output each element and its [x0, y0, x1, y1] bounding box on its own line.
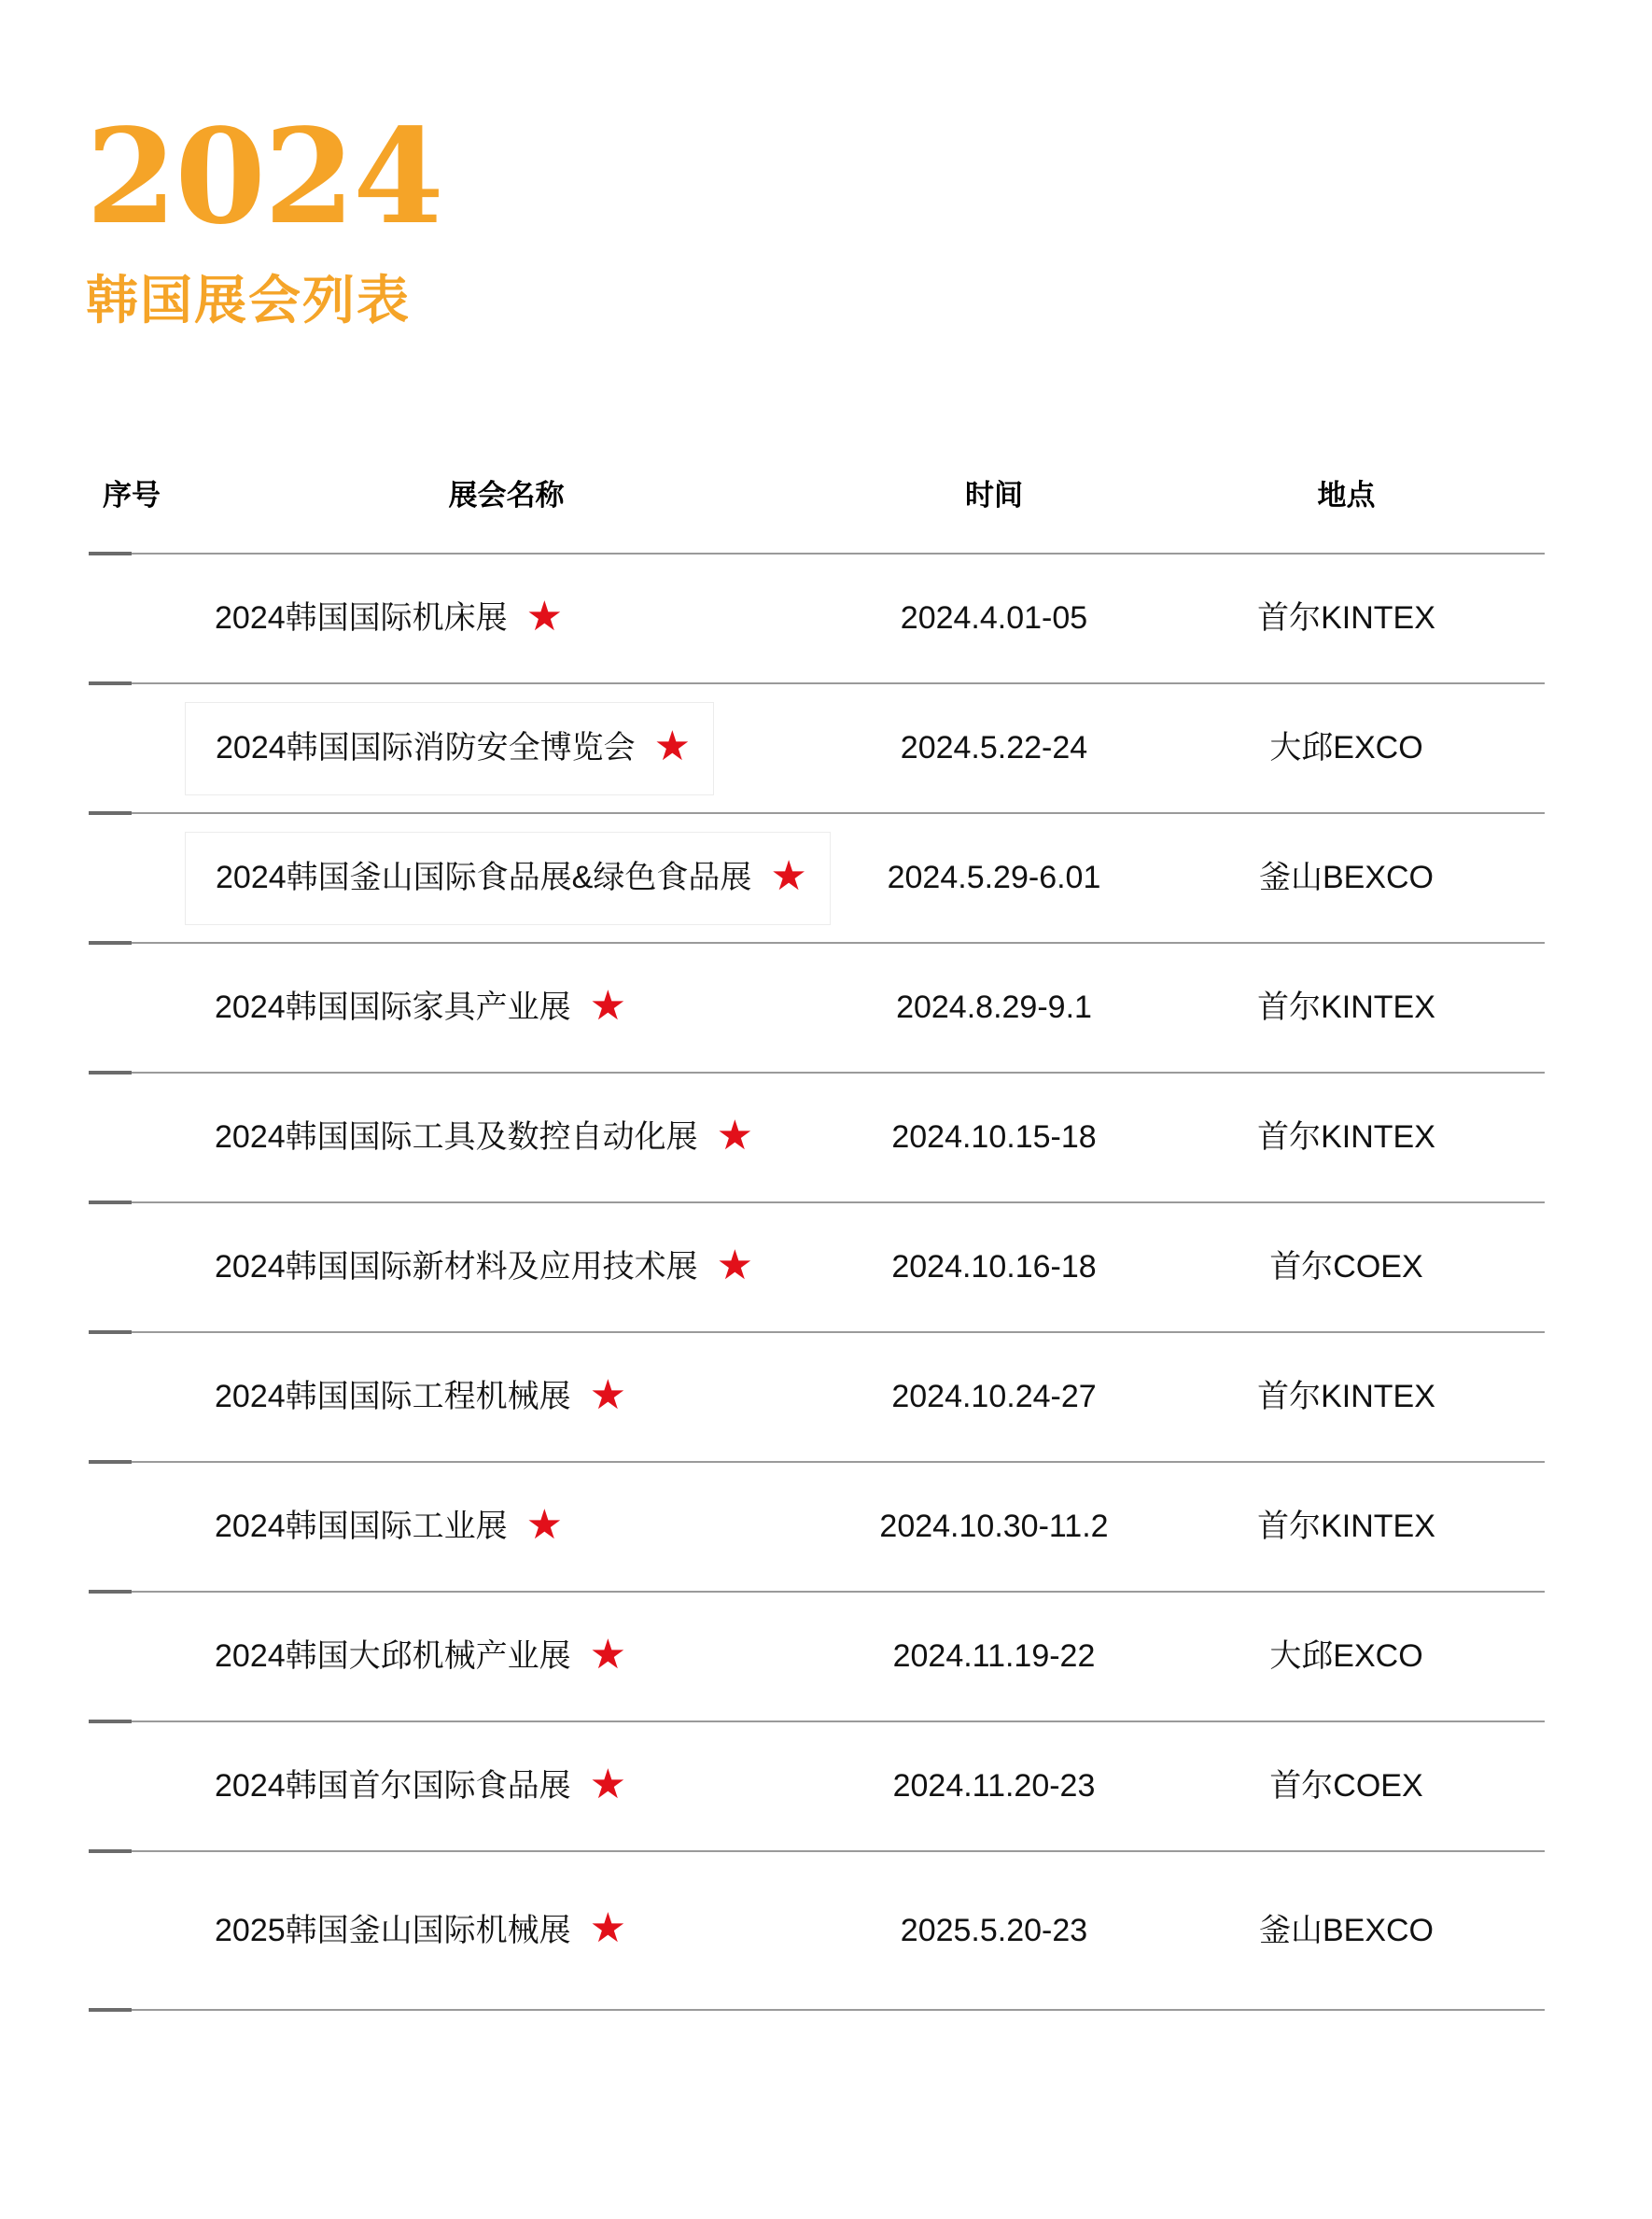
page-header — [86, 101, 442, 334]
year-title: 2024 — [86, 101, 442, 254]
exhibition-name: 2024韩国首尔国际食品展 — [215, 1768, 571, 1805]
exhibition-name-cell — [173, 702, 840, 795]
exhibition-name-cell — [173, 832, 840, 925]
table-row — [89, 1593, 1545, 1722]
date-cell: 2024.10.24-27 — [891, 1379, 1097, 1415]
header-location: 地点 — [1317, 479, 1376, 513]
exhibition-name-cell — [173, 981, 840, 1030]
header-name: 展会名称 — [448, 479, 565, 513]
exhibition-name: 2025韩国釜山国际机械展 — [215, 1912, 571, 1948]
date-cell: 2024.4.01-05 — [900, 600, 1088, 637]
exhibition-name: 2024韩国国际新材料及应用技术展 — [215, 1249, 698, 1285]
header-index: 序号 — [103, 479, 161, 513]
table-row — [89, 1852, 1545, 2011]
date-cell: 2024.5.29-6.01 — [887, 860, 1101, 896]
table-row — [89, 814, 1545, 944]
location-cell: 首尔COEX — [1269, 1249, 1423, 1285]
date-cell: 2024.8.29-9.1 — [896, 990, 1092, 1026]
star-icon: ★ — [589, 1370, 627, 1419]
exhibition-name-cell — [173, 1760, 840, 1808]
table-header-row — [89, 439, 1545, 555]
exhibition-name-cell — [173, 592, 840, 640]
exhibition-name: 2024韩国大邱机械产业展 — [215, 1638, 571, 1675]
date-cell: 2024.10.30-11.2 — [879, 1509, 1109, 1545]
date-cell: 2024.10.15-18 — [891, 1119, 1097, 1156]
exhibition-name-cell — [173, 1630, 840, 1678]
date-cell: 2025.5.20-23 — [900, 1912, 1088, 1948]
location-cell: 大邱EXCO — [1269, 730, 1423, 766]
exhibition-name: 2024韩国釜山国际食品展&绿色食品展 — [216, 860, 752, 896]
table-row — [89, 944, 1545, 1074]
exhibition-name: 2024韩国国际消防安全博览会 — [216, 730, 636, 766]
date-cell: 2024.10.16-18 — [891, 1249, 1097, 1285]
exhibition-name-cell — [173, 1904, 840, 1952]
date-cell: 2024.5.22-24 — [900, 730, 1088, 766]
exhibition-name: 2024韩国国际工程机械展 — [215, 1379, 571, 1415]
location-cell: 釜山BEXCO — [1258, 1912, 1435, 1948]
star-icon: ★ — [589, 1760, 627, 1808]
location-cell: 首尔KINTEX — [1257, 1509, 1435, 1545]
exhibition-name-cell — [173, 1241, 840, 1289]
location-cell: 首尔KINTEX — [1257, 1379, 1435, 1415]
date-cell: 2024.11.20-23 — [892, 1768, 1096, 1805]
exhibition-name: 2024韩国国际工业展 — [215, 1509, 508, 1545]
location-cell: 釜山BEXCO — [1258, 860, 1435, 896]
star-icon: ★ — [770, 851, 807, 900]
table-row — [89, 1463, 1545, 1593]
exhibition-name-cell — [173, 1111, 840, 1159]
table-row — [89, 1074, 1545, 1203]
table-row — [89, 1333, 1545, 1463]
star-icon: ★ — [589, 1904, 627, 1952]
table-row — [89, 1203, 1545, 1333]
exhibition-name: 2024韩国国际机床展 — [215, 600, 508, 637]
star-icon: ★ — [716, 1111, 754, 1159]
exhibition-name: 2024韩国国际家具产业展 — [215, 990, 571, 1026]
location-cell: 首尔COEX — [1269, 1768, 1423, 1805]
exhibition-name-cell — [173, 1500, 840, 1549]
location-cell: 大邱EXCO — [1269, 1638, 1423, 1675]
exhibition-table — [89, 439, 1545, 2011]
star-icon: ★ — [653, 722, 692, 770]
location-cell: 首尔KINTEX — [1257, 600, 1435, 637]
star-icon: ★ — [525, 1500, 564, 1549]
location-cell: 首尔KINTEX — [1257, 1119, 1435, 1156]
table-row — [89, 1722, 1545, 1852]
table-row — [89, 555, 1545, 684]
star-icon: ★ — [589, 981, 627, 1030]
header-time: 时间 — [965, 479, 1023, 513]
star-icon: ★ — [716, 1241, 754, 1289]
star-icon: ★ — [589, 1630, 627, 1678]
page-subtitle: 韩国展会列表 — [86, 271, 411, 330]
date-cell: 2024.11.19-22 — [892, 1638, 1096, 1675]
exhibition-name: 2024韩国国际工具及数控自动化展 — [215, 1119, 698, 1156]
exhibition-name-cell — [173, 1370, 840, 1419]
location-cell: 首尔KINTEX — [1257, 990, 1435, 1026]
star-icon: ★ — [525, 592, 564, 640]
table-row — [89, 684, 1545, 814]
